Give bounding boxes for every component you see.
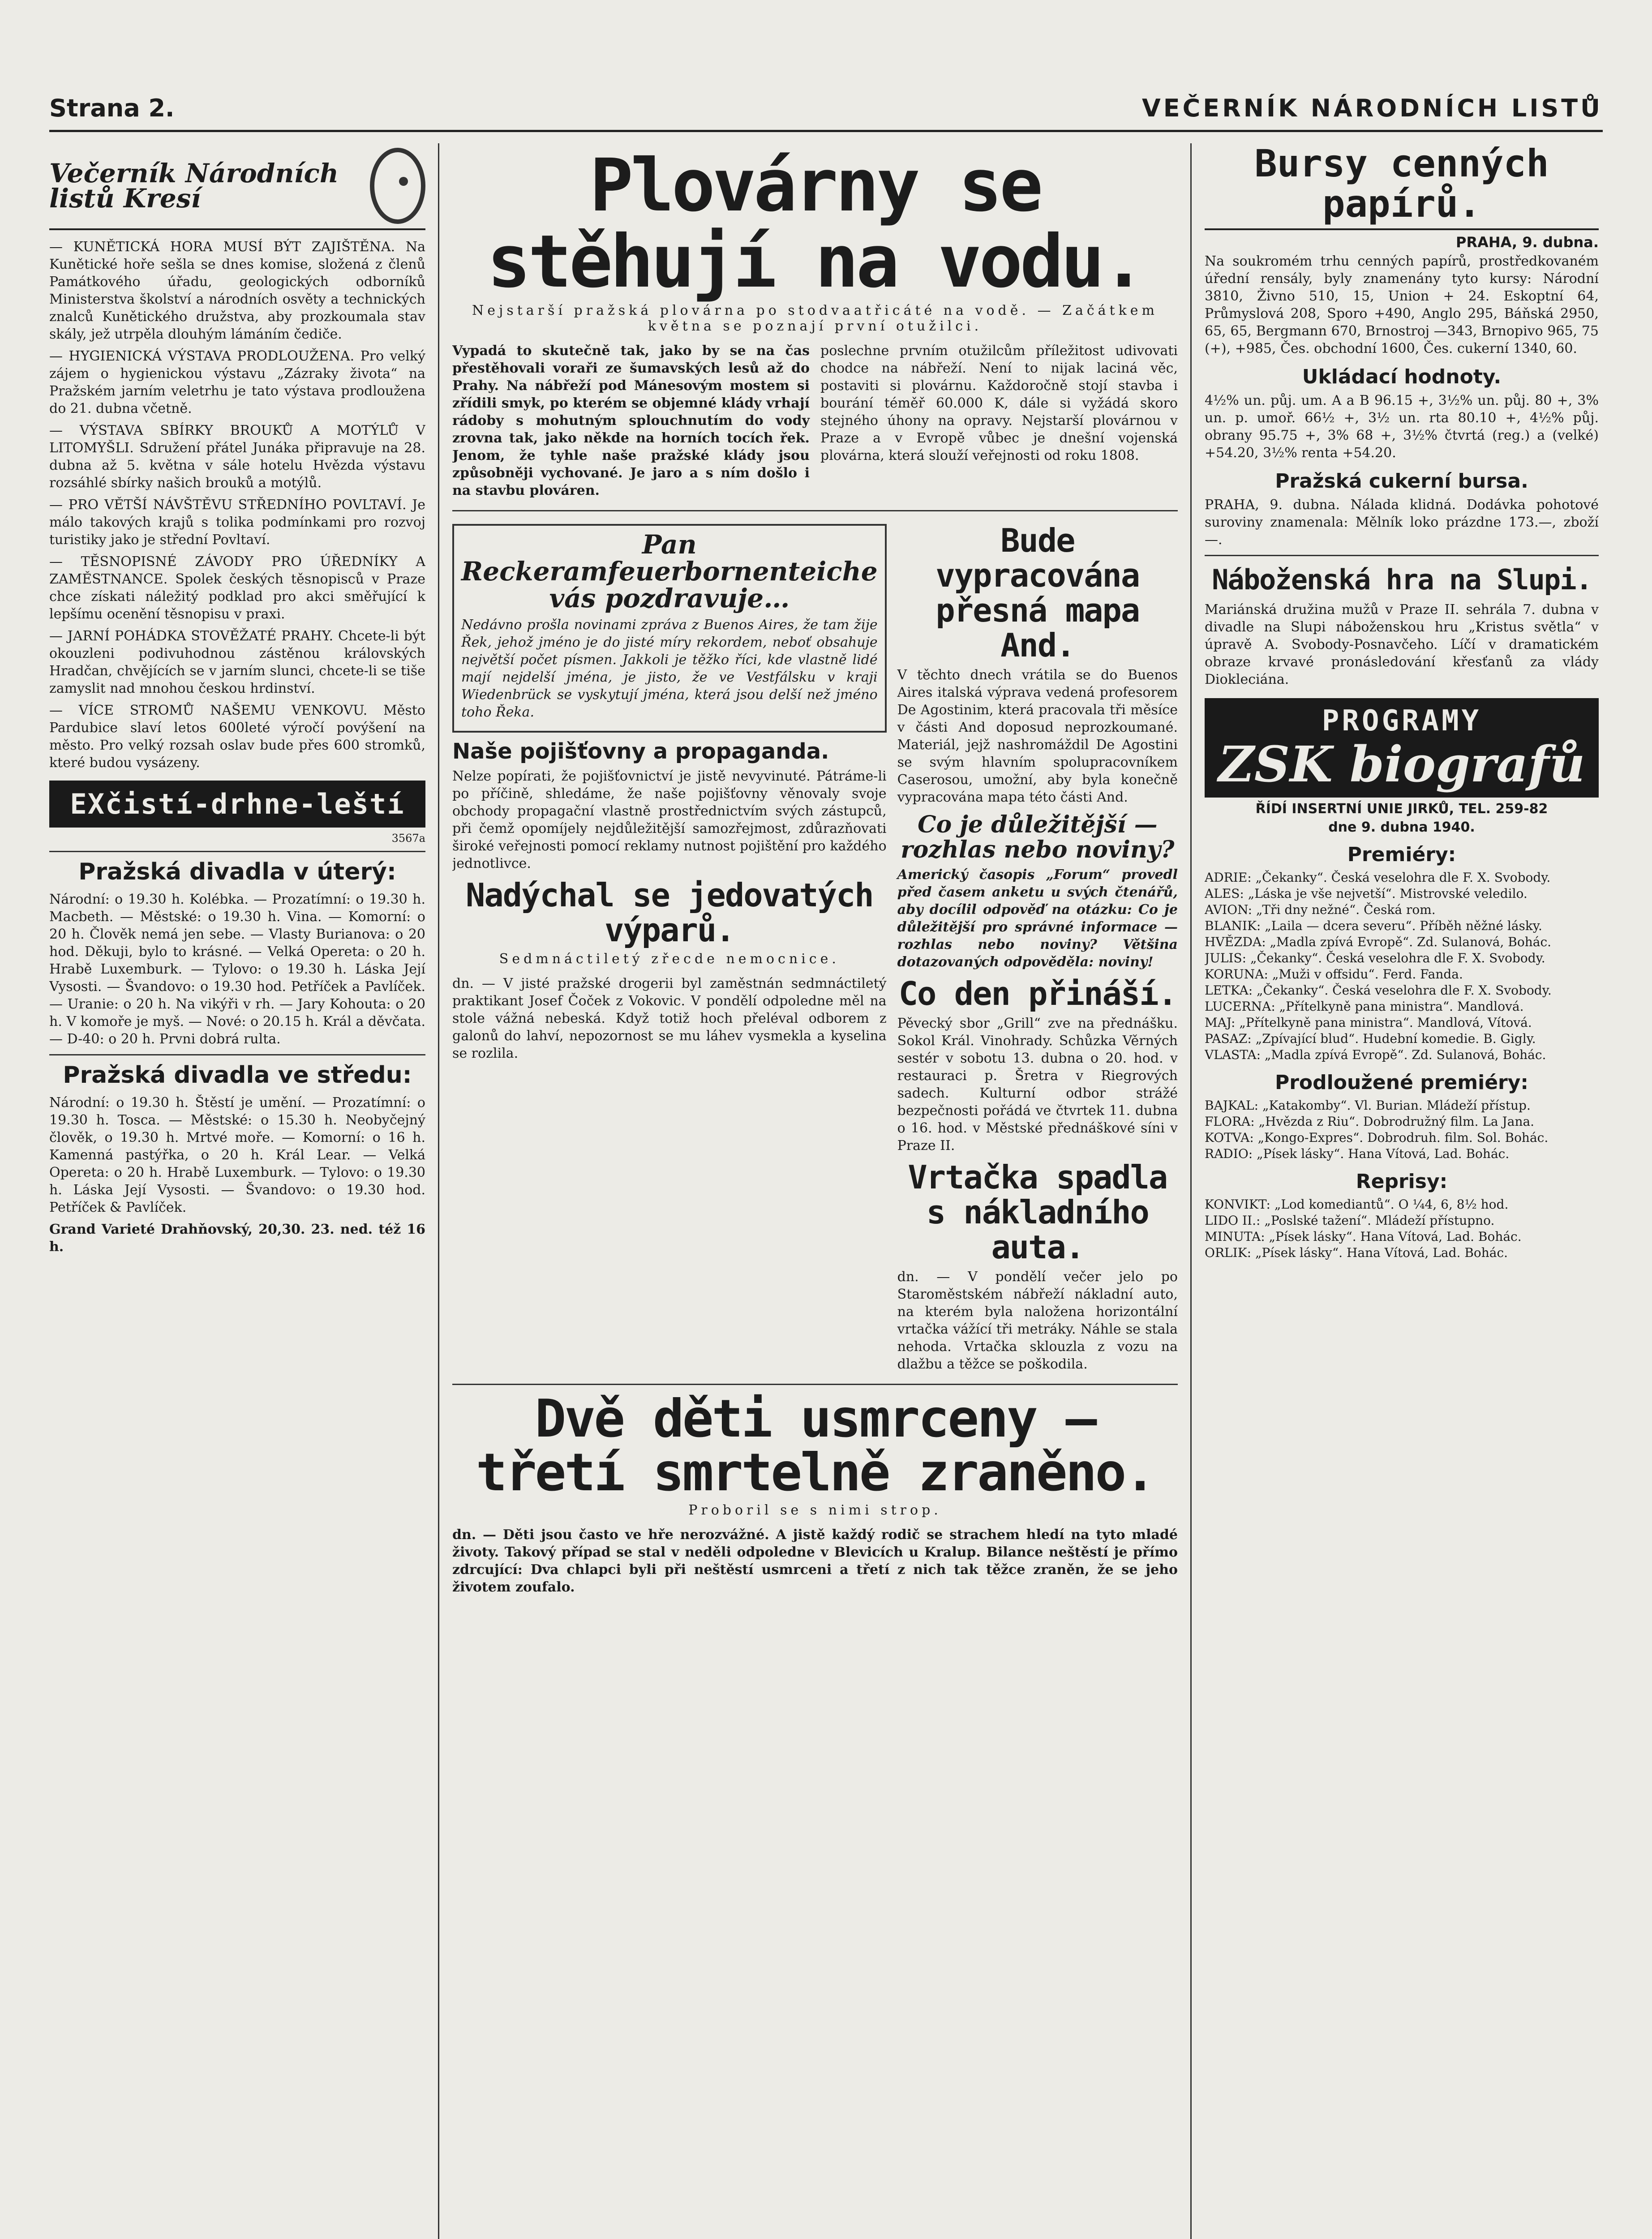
news-item: — HYGIENICKÁ VÝSTAVA PRODLOUŽENA. Pro velký zájem o hygienickou výstavu „Zázraky života“ na Pražském jarním veletrhu je tato výstava prodloužena do 21. dubna včetně. (49, 348, 425, 416)
article-head: Vrtačka spadla s nákladního auta. (908, 1158, 1167, 1266)
article-text: V těchto dnech vrátila se do Buenos Aires italská výprava vedená profesorem De Agostinim, která pracovala tři měsíce v části And doposud neprozkoumané. Materiál, jejž nashromáždil De Agostini se svým hlavním spolupracovníkem Caserosou, umožní, aby byla konečně vypracována mapa této části And. (897, 667, 1178, 805)
list-item: VLASTA: „Madla zpívá Evropě“. Zd. Sulanová, Bohác. (1205, 1047, 1546, 1062)
news-item: — JARNÍ POHÁDKA STOVĚŽATÉ PRAHY. Chcete-li být okouzleni podivuhodnou zástěnou královských Hradčan, chvějících se v jarním slunci, chcete-li se tiše zamyslit nad mnohou českou hrdinství. (49, 628, 425, 696)
section-head: Reprisy: (1356, 1170, 1448, 1193)
list-item: ORLIK: „Písek lásky“. Hana Vítová, Lad. Bohác. (1205, 1245, 1508, 1260)
list-item: BLANIK: „Laila — dcera severu“. Příběh něžné lásky. (1205, 918, 1542, 933)
list-item: LIDO II.: „Poslské tažení“. Mládeží přístupno. (1205, 1213, 1495, 1228)
bursy-text: Na soukromém trhu cenných papírů, prostředkovaném úřední rensály, byly znamenány tyto kursy: Národní 3810, Živno 510, 15, Union + 24. Eskoptní 64, Průmyslová 208, Sporo +490, Anglo 295, Báňská 2950, 65, 65, Bergmann 670, Brnostroj —343, Brnopivo 965, 75 (+), +985, Čes. obchodní 1600, Čes. cukerní 1340, 60. (1205, 253, 1599, 356)
list-item: HVĚZDA: „Madla zpívá Evropě“. Zd. Sulanová, Bohác. (1205, 935, 1552, 949)
list-item: LETKA: „Čekanky“. Česká veselohra dle F. X. Svobody. (1205, 983, 1552, 998)
prodlouzene-list (1205, 1098, 1599, 1162)
column-divider (438, 143, 439, 2239)
news-item: — PRO VĚTŠÍ NÁVŠTĚVU STŘEDNÍHO POVLTAVÍ. Je málo takových krajů s tolika podmínkami pro rozvoj turistiky jako je střední Povltaví. (49, 497, 425, 548)
section-text: 4½% un. půj. um. A a B 96.15 +, 3½% un. půj. 80 +, 3% un. p. umoř. 66½ +, 3½ un. rta 80.10 +, 4½% půj. obrany 95.75 +, 3% 68 +, 3½% čtvrtá (reg.) a (velké) +54.20, 3½% renta +54.20. (1205, 393, 1599, 461)
bursy-title: Bursy cenných papírů. (1205, 143, 1599, 230)
list-item: MAJ: „Přítelkyně pana ministra“. Mandlová, Vítová. (1205, 1015, 1532, 1030)
article-head: Nadýchal se jedovatých výparů. (465, 876, 873, 949)
article-col-1: Vypadá to skutečně tak, jako by se na čas přestěhovali voraři ze šumavských lesů až do Prahy. Na nábřeží pod Mánesovým mostem si zřídili smyk, po kterém se objemné klády vrhají rádoby s mohutným splouchnutím do vody zrovna tak, jako někde na horních tocích řek. Jenom, že tyhle naše pražské klády jsou způsobněji vychované. Je jaro a s ním došlo i na stavbu plováren. (452, 343, 810, 498)
list-item: FLORA: „Hvězda z Riu“. Dobrodružný film. La Jana. (1205, 1114, 1535, 1129)
section-head: Pražská cukerní bursa. (1275, 470, 1528, 493)
theatres-list-2: Národní: o 19.30 h. Štěstí je umění. — Prozatímní: o 19.30 h. Tosca. — Městské: o 15.30 h. Neobyčejný člověk, o 19.30 h. Mrtvé moře. — Komorní: o 16 h. Kamenná pastýřka, o 20 h. Král Lear. — Velká Opereta: o 20 h. Hrabě Luxemburk. — Tylovo: o 19.30 h. Láska Její Vysosti. — Švandovo: o 19.30 hod. Petříček & Pavlíček. (49, 1095, 425, 1215)
wheel-icon (370, 148, 425, 224)
article-text: Nelze popírati, že pojišťovnictví je jistě nevyvinuté. Pátráme-li po příčině, shledáme, že naše pojišťovny věnovaly svoje obchody propagační vlastně prostřednictvím svých zástupců, při čemž opomíjely nejdůležitější samozřejmost, zdůrazňovati široké veřejnosti pomocí reklamy nutnost pojištění pro každého jednotlivce. (452, 768, 887, 871)
programs-line-1: PROGRAMY (1322, 704, 1482, 738)
list-item: AVION: „Tři dny nežné“. Česká rom. (1205, 902, 1436, 917)
news-item: — VÝSTAVA SBÍRKY BROUKŮ A MOTÝLŮ V LITOMYŠLI. Sdružení přátel Junáka připravuje na 28. dubna až 5. května v sále hotelu Hvězda výstavu rozsáhlé sbírky našich brouků a motýlů. (49, 423, 425, 491)
article-head: Dvě děti usmrceny — třetí smrtelně zraněno. (476, 1389, 1154, 1503)
article-head: Bude vypracována přesná mapa And. (935, 522, 1140, 664)
page-number: Strana 2. (49, 94, 175, 122)
ad-code: 3567a (391, 832, 425, 845)
list-item: ADRIE: „Čekanky“. Česká veselohra dle F. X. Svobody. (1205, 870, 1551, 885)
list-item: RADIO: „Písek lásky“. Hana Vítová, Lad. Bohác. (1205, 1146, 1510, 1161)
theatres-list: Národní: o 19.30 h. Kolébka. — Prozatímní: o 19.30 h. Macbeth. — Městské: o 19.30 h. Vina. — Komorní: o 20 h. Člověk nemá jen sebe. — Vlasty Burianova: o 20 hod. Děkuji, bylo to krásné. — Velká Opereta: o 20 h. Hrabě Luxemburk. — Tylovo: o 19.30 h. Láska Její Vysosti. — Švandovo: o 19.30 hod. Petříček a Pavlíček. — Uranie: o 20 h. Na vikýři v rh. — Jary Kohouta: o 20 h. V komoře je myš. — Nové: o 20.15 h. Král a děvčata. — D-40: o 20 h. Prvni dobrá rulta. (49, 892, 425, 1047)
column-divider (1190, 143, 1192, 2239)
list-item: PASAZ: „Zpívající blud“. Hudební komedie. B. Gigly. (1205, 1031, 1536, 1046)
masthead-logo: Večerník Národních listů Kresí (49, 158, 339, 214)
programs-date: dne 9. dubna 1940. (1328, 819, 1475, 835)
boxed-title: Pan Reckeramfeuerbornenteiche vás pozdravuje… (461, 529, 878, 613)
middle-block (452, 518, 1178, 1377)
article-text: Americký časopis „Forum“ provedl před časem anketu u svých čtenářů, aby docílil odpověď na otázku: Co je důležitější pro správné informace — rozhlas nebo noviny? Většina dotazovaných odpověděla: noviny! (897, 867, 1178, 970)
section-head: Prodloužené premiéry: (1274, 1071, 1529, 1094)
main-headline: Plovárny se stěhují na vodu. (487, 144, 1143, 304)
section-masthead (49, 143, 425, 230)
article-subhead: Proboril se s nimi strop. (688, 1502, 942, 1518)
dateline: PRAHA, 9. dubna. (1456, 234, 1599, 251)
section-text: PRAHA, 9. dubna. Nálada klidná. Dodávka pohotové suroviny znamenala: Mělník loko prázdne 173.—, zboží —. (1205, 497, 1599, 548)
page-header (49, 90, 1603, 132)
main-subhead: Nejstarší pražská plovárna po stodvaatřicáté na vodě. — Začátkem května se poznají první otužilci. (472, 303, 1158, 334)
news-item: — TĚSNOPISNÉ ZÁVODY PRO ÚŘEDNÍKY A ZAMĚSTNANCE. Spolek českých těsnopisců v Praze chce získati náležitý podklad pro akci směřující k lepšímu ocenění těsnopisu v praxi. (49, 554, 425, 622)
programs-credit: ŘÍDÍ INSERTNÍ UNIE JIRKŮ, TEL. 259-82 (1255, 801, 1548, 817)
ad-banner: EXčistí-drhne-leští (49, 781, 425, 828)
divider (452, 510, 1178, 511)
list-item: KORUNA: „Muži v offsidu“. Ferd. Fanda. (1205, 967, 1463, 982)
reprisy-list (1205, 1197, 1599, 1261)
list-item: BAJKAL: „Katakomby“. Vl. Burian. Mládeží přístup. (1205, 1098, 1531, 1113)
boxed-article (452, 524, 887, 733)
divider (49, 851, 425, 852)
boxed-text: Nedávno prošla novinami zpráva z Buenos Aires, že tam žije Řek, jehož jméno je do jisté míry rekordem, neboť obsahuje největší počet písmen. Jakkoli je těžko říci, kde vlastně lidé mají nejdelší jména, je jisto, že ve Vestfálsku v kraji Wiedenbrück se vyskytují jména, která jsou delší než jméno toho Řeka. (461, 617, 878, 720)
list-item: MINUTA: „Písek lásky“. Hana Vítová, Lad. Bohác. (1205, 1229, 1522, 1244)
news-item: — VÍCE STROMŮ NAŠEMU VENKOVU. Město Pardubice slaví letos 600leté výročí povýšení na město. Pro velký rozsah oslav bude přes 600 stromků, které budou vysázeny. (49, 703, 425, 771)
main-article (452, 342, 1178, 504)
news-item: — KUNĚTICKÁ HORA MUSÍ BÝT ZAJIŠTĚNA. Na Kunětické hoře sešla se dnes komise, složená z členů Památkového úřadu, geologických odborníků Ministerstva školství a národních osvěty a technických znalců Kunětického družstva, aby prozkoumala stav skály, jež utrpěla dlouhým lámáním čediče. (49, 239, 425, 342)
list-item: LUCERNA: „Přítelkyně pana ministra“. Mandlová. (1205, 999, 1524, 1014)
theatres-title-2: Pražská divadla ve středu: (63, 1062, 412, 1089)
left-column (49, 143, 425, 2239)
section-head: Ukládací hodnoty. (1302, 365, 1502, 388)
list-item: JULIS: „Čekanky“. Česká veselohra dle F. X. Svobody. (1205, 951, 1545, 965)
divider (49, 1054, 425, 1055)
article-col-2: poslechne prvním otužilcům příležitost udivovati chodce na nábřeží. Není to nijak laciná věc, postaviti si plovárnu. Každoročně stojí stavba i bourání téměř 60.000 K, dále si vyžádá skoro stejného úhony na opravy. Nejstarší plovárnou v Praze a v Evropě vůbec je dnešní vojenská plovárna, která slouží veřejnosti od roku 1808. (820, 343, 1178, 463)
divider (1205, 555, 1599, 556)
list-item: KONVIKT: „Lod komediantů“. O ¼4, 6, 8½ hod. (1205, 1197, 1509, 1212)
programs-banner (1205, 698, 1599, 798)
article-head: Co je důležitější — rozhlas nebo noviny? (901, 811, 1175, 863)
list-item: ALES: „Láska je vše nejvetší“. Mistrovské veledilo. (1205, 886, 1528, 901)
section-head: Premiéry: (1347, 843, 1456, 866)
article-head: Náboženská hra na Slupi. (1212, 563, 1592, 596)
article-text: dn. — V pondělí večer jelo po Staroměstském nábřeží nákladní auto, na kterém byla naložena horizontální vrtačka vážící tři metráky. Náhle se stala nehoda. Vrtačka sklouzla z vozu na dlažbu a těžce se poškodila. (897, 1269, 1178, 1372)
variete-line: Grand Varieté Drahňovský, 20,30. 23. ned. též 16 h. (49, 1222, 425, 1255)
right-column (1205, 143, 1599, 2239)
list-item: KOTVA: „Kongo-Expres“. Dobrodruh. film. Sol. Bohác. (1205, 1130, 1549, 1145)
article-head: Naše pojišťovny a propaganda. (452, 739, 829, 764)
article-text: Mariánská družina mužů v Praze II. sehrála 7. dubna v divadle na Slupi náboženskou hru „Kristus světla“ v úpravě A. Svobody-Posnavčeho. Líčí v dramatickém obraze krvavé pronásledování křesťanů za vlády Diokleciána. (1205, 602, 1599, 687)
article-text: dn. — V jisté pražské drogerii byl zaměstnán sedmnáctiletý praktikant Josef Čoček z Vokovic. V pondělí odpoledne měl na stole vážná nebeská. Když totiž hoch přeléval odborem z galonů do lahví, nepozornost se mu láhev vysmekla a kyselina se rozlila. (452, 976, 887, 1061)
article-subhead: Sedmnáctiletý zřecde nemocnice. (499, 951, 840, 967)
theatres-title: Pražská divadla v úterý: (78, 858, 396, 885)
article-text: dn. — Děti jsou často ve hře nerozvážné. A jistě každý rodič se strachem hledí na tyto mladé životy. Takový případ se stal v neděli odpoledne v Blevicích u Kralup. Bilance neštěstí je přímo zdrcující: Dva chlapci byli při neštěstí usmrceni a třetí z nich tak těžce zraněn, že se jeho životem zoufalo. (452, 1527, 1178, 1595)
publication-name: VEČERNÍK NÁRODNÍCH LISTŮ (1142, 94, 1603, 122)
divider (452, 1384, 1178, 1385)
article-text: Pěvecký sbor „Grill“ zve na přednášku. Sokol Král. Vinohrady. Schůzka Věrných sestér v sobotu 13. dubna o 20. hod. v restauraci p. Šretra v Riegrových sadech. Kulturní odbor strážé bezpečnosti pořádá ve čtvrtek 11. dubna o 16. hod. v Městské přednáškové síni v Praze II. (897, 1016, 1178, 1154)
programs-line-2: ZSK biografů (1218, 735, 1585, 793)
article-head: Co den přináší. (898, 975, 1176, 1012)
premiery-list (1205, 870, 1599, 1063)
center-column (452, 143, 1178, 2239)
